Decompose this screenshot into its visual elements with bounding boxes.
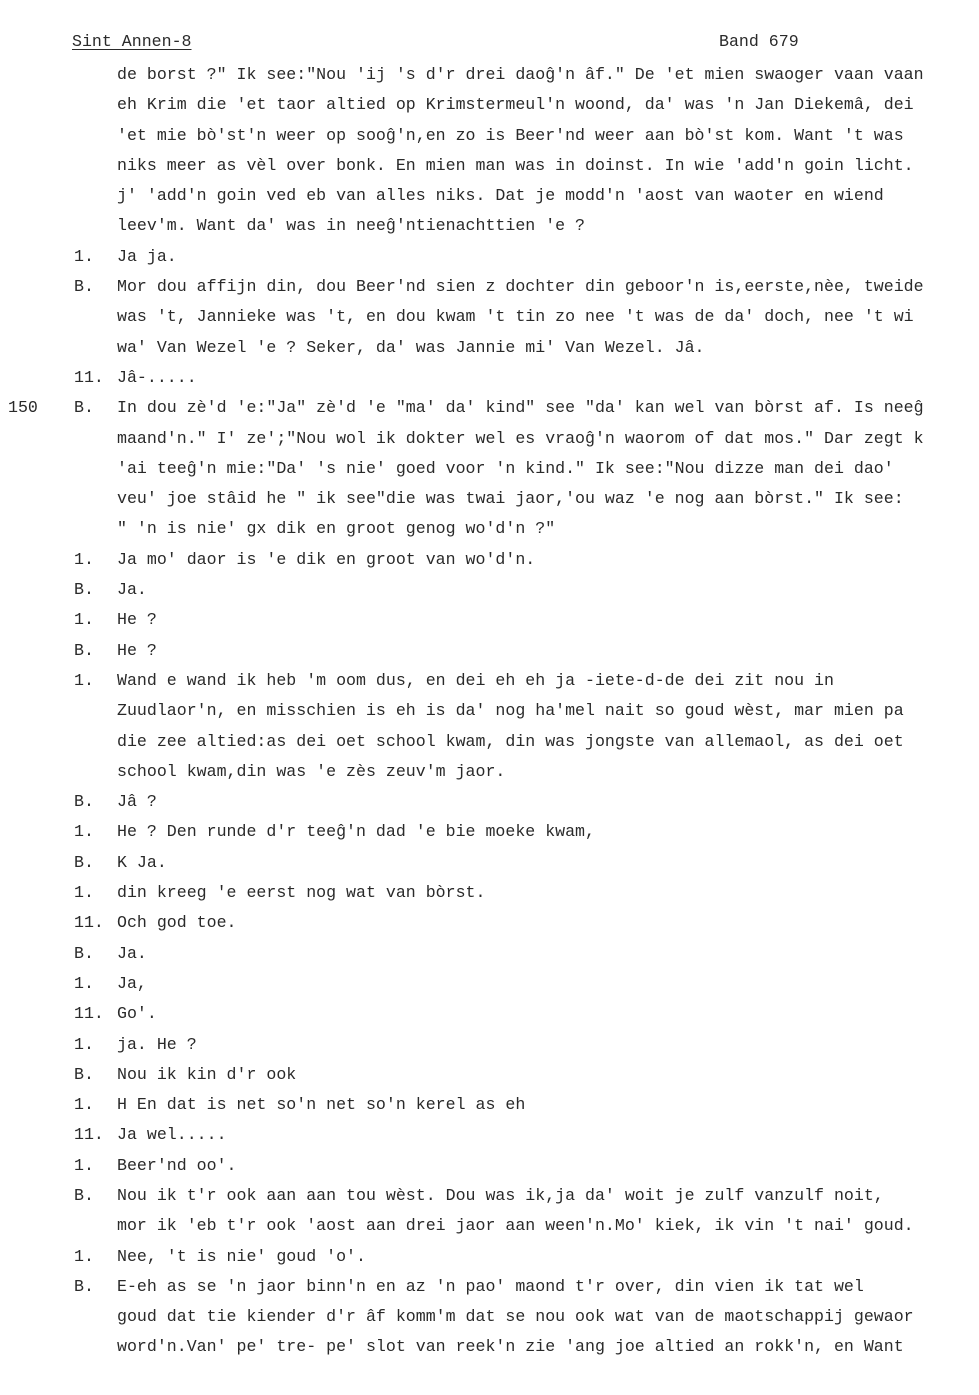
speaker-label: B.: [74, 277, 94, 297]
transcript-line: [0, 181, 979, 211]
speaker-label: B.: [74, 398, 94, 418]
transcript-line: [0, 363, 979, 393]
transcript-line: [0, 696, 979, 726]
utterance-text: de borst ?" Ik see:"Nou 'ij 's d'r drei daoĝ'n âf." De 'et mien swaoger vaan vaan: [117, 65, 924, 84]
transcript-line: [0, 424, 979, 454]
utterance-text: maand'n." I' ze';"Nou wol ik dokter wel es vraoĝ'n waorom of dat mos." Dar zegt k: [117, 428, 924, 448]
utterance-text: " 'n is nie' gx dik en groot genog wo'd'n ?": [117, 519, 556, 539]
transcript-line: [0, 1332, 979, 1362]
utterance-text: din kreeg 'e eerst nog wat van bòrst.: [117, 883, 486, 903]
utterance-text: word'n.Van' pe' tre- pe' slot van reek'n zie 'ang joe altied an rokk'n, en Want: [117, 1337, 904, 1357]
transcript-line: [0, 848, 979, 878]
utterance-text: leev'm. Want da' was in neeĝ'ntienachttien 'e ?: [117, 216, 586, 236]
utterance-text: Nou ik t'r ook aan aan tou wèst. Dou was ik,ja da' woit je zulf vanzulf noit,: [117, 1185, 884, 1205]
speaker-label: 11.: [74, 913, 104, 933]
transcript-line: [0, 1120, 979, 1150]
utterance-text: veu' joe stâid he " ik see"die was twai jaor,'ou waz 'e nog aan bòrst." Ik see:: [117, 489, 904, 509]
transcript-line: [0, 211, 979, 241]
speaker-label: 1.: [74, 883, 94, 903]
utterance-text: In dou zè'd 'e:"Ja" zè'd 'e "ma' da' kind" see "da' kan wel van bòrst af. Is neeĝ: [117, 398, 924, 418]
utterance-text: Ja ja.: [117, 246, 177, 266]
speaker-label: 1.: [74, 1034, 94, 1054]
utterance-text: He ?: [117, 640, 157, 660]
utterance-text: niks meer as vèl over bonk. En mien man was in doinst. In wie 'add'n goin licht.: [117, 155, 914, 175]
utterance-text: H En dat is net so'n net so'n kerel as eh: [117, 1095, 526, 1115]
utterance-text: goud dat tie kiender d'r âf komm'm dat se nou ook wat van de maotschappij gewaor: [117, 1307, 914, 1327]
transcript-line: [0, 1151, 979, 1181]
transcript-line: [0, 1211, 979, 1241]
speaker-label: 11.: [74, 1004, 104, 1024]
speaker-label: B.: [74, 1064, 94, 1084]
transcript-line: [0, 393, 979, 423]
transcript-line: [0, 333, 979, 363]
transcript-line: [0, 514, 979, 544]
utterance-text: E-eh as se 'n jaor binn'n en az 'n pao' maond t'r over, din vien ik tat wel: [117, 1276, 864, 1296]
transcript-line: [0, 727, 979, 757]
transcript-line: [0, 757, 979, 787]
utterance-text: was 't, Jannieke was 't, en dou kwam 't tin zo nee 't was de da' doch, nee 't wi: [117, 307, 914, 327]
utterance-text: eh Krim die 'et taor altied op Krimstermeul'n woond, da' was 'n Jan Diekemâ, dei: [117, 95, 914, 115]
utterance-text: Go'.: [117, 1004, 157, 1024]
speaker-label: B.: [74, 1276, 94, 1296]
transcript-line: [0, 605, 979, 635]
transcript-line: [0, 908, 979, 938]
transcript-line: [0, 1272, 979, 1302]
speaker-label: 1.: [74, 610, 94, 630]
transcript-line: [0, 878, 979, 908]
utterance-text: 'et mie bò'st'n weer op sooĝ'n,en zo is Beer'nd weer aan bò'st kom. Want 't was: [117, 125, 904, 145]
transcript-line: [0, 545, 979, 575]
transcript-line: [0, 969, 979, 999]
utterance-text: Mor dou affijn din, dou Beer'nd sien z dochter din geboor'n is,eerste,nèe, tweide: [117, 277, 924, 297]
transcript-line: [0, 939, 979, 969]
transcript-line: [0, 272, 979, 302]
speaker-label: B.: [74, 1185, 94, 1205]
speaker-label: 1.: [74, 246, 94, 266]
utterance-text: Ja,: [117, 973, 147, 993]
speaker-label: B.: [74, 943, 94, 963]
utterance-text: K Ja.: [117, 852, 167, 872]
line-number-marker: 150: [8, 398, 38, 418]
transcript-line: [0, 1181, 979, 1211]
utterance-text: j' 'add'n goin ved eb van alles niks. Dat je modd'n 'aost van waoter en wiend: [117, 186, 884, 206]
speaker-label: B.: [74, 640, 94, 660]
speaker-label: B.: [74, 792, 94, 812]
transcript-line: [0, 787, 979, 817]
utterance-text: Ja.: [117, 580, 147, 600]
utterance-text: Wand e wand ik heb 'm oom dus, en dei eh eh ja -iete-d-de dei zit nou in: [117, 670, 834, 690]
speaker-label: 1.: [74, 670, 94, 690]
utterance-text: Jâ ?: [117, 792, 157, 812]
utterance-text: Ja mo' daor is 'e dik en groot van wo'd'n.: [117, 549, 536, 569]
utterance-text: He ? Den runde d'r teeĝ'n dad 'e bie moeke kwam,: [117, 822, 595, 842]
transcript-line: [0, 636, 979, 666]
utterance-text: He ?: [117, 610, 157, 630]
utterance-text: Och god toe.: [117, 913, 237, 933]
speaker-label: 1.: [74, 1246, 94, 1266]
utterance-text: Nou ik kin d'r ook: [117, 1064, 297, 1084]
speaker-label: 1.: [74, 1155, 94, 1175]
transcript-line: [0, 454, 979, 484]
utterance-text: mor ik 'eb t'r ook 'aost aan drei jaor aan ween'n.Mo' kiek, ik vin 't nai' goud.: [117, 1216, 914, 1236]
header-location: Sint Annen-8: [72, 32, 192, 51]
transcript-line: [0, 302, 979, 332]
speaker-label: 11.: [74, 367, 104, 387]
utterance-text: die zee altied:as dei oet school kwam, din was jongste van allemaol, as dei oet: [117, 731, 904, 751]
transcript-line: [0, 484, 979, 514]
transcript-line: [0, 1302, 979, 1332]
transcript-line: [0, 817, 979, 847]
utterance-text: wa' Van Wezel 'e ? Seker, da' was Jannie mi' Van Wezel. Jâ.: [117, 337, 705, 357]
speaker-label: B.: [74, 852, 94, 872]
transcript-line: [0, 121, 979, 151]
utterance-text: Ja wel.....: [117, 1125, 227, 1145]
header-band-number: Band 679: [719, 32, 799, 51]
speaker-label: 1.: [74, 549, 94, 569]
speaker-label: B.: [74, 580, 94, 600]
transcript-line: [0, 1060, 979, 1090]
utterance-text: 'ai teeĝ'n mie:"Da' 's nie' goed voor 'n kind." Ik see:"Nou dizze man dei dao': [117, 458, 894, 478]
transcript-line: [0, 1090, 979, 1120]
transcript-line: [0, 575, 979, 605]
transcript-line: [0, 151, 979, 181]
transcript-line: [0, 90, 979, 120]
transcript-line: [0, 1030, 979, 1060]
utterance-text: Zuudlaor'n, en misschien is eh is da' nog ha'mel nait so goud wèst, mar mien pa: [117, 701, 904, 721]
transcript-line: [0, 999, 979, 1029]
transcript-lines: [0, 60, 979, 1363]
speaker-label: 11.: [74, 1125, 104, 1145]
transcript-line: [0, 242, 979, 272]
speaker-label: 1.: [74, 973, 94, 993]
utterance-text: Nee, 't is nie' goud 'o'.: [117, 1246, 366, 1266]
speaker-label: 1.: [74, 822, 94, 842]
utterance-text: Jâ-.....: [117, 367, 197, 387]
transcript-line: [0, 60, 979, 90]
utterance-text: Ja.: [117, 943, 147, 963]
transcript-line: [0, 1242, 979, 1272]
speaker-label: 1.: [74, 1095, 94, 1115]
utterance-text: ja. He ?: [117, 1034, 197, 1054]
utterance-text: school kwam,din was 'e zès zeuv'm jaor.: [117, 761, 506, 781]
utterance-text: Beer'nd oo'.: [117, 1155, 237, 1175]
transcript-line: [0, 666, 979, 696]
